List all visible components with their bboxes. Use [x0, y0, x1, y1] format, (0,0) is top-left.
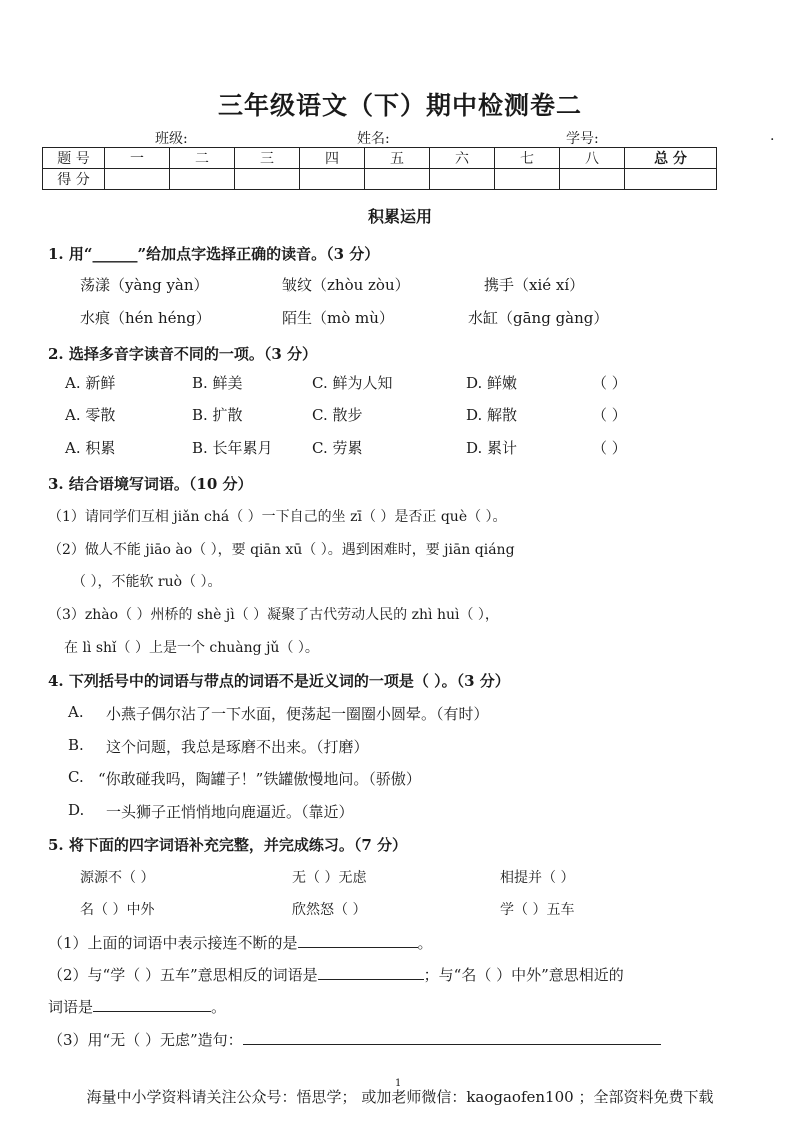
score-input-cell[interactable] [365, 169, 430, 190]
table-cell-total: 总 分 [625, 148, 717, 169]
q2-option: B. 长年累月 [192, 439, 273, 457]
id-label: 学号: [566, 131, 599, 147]
q5-word[interactable]: 无（ ）无虑 [292, 870, 367, 886]
score-table-header-row [43, 148, 717, 169]
score-input-cell[interactable] [560, 169, 625, 190]
q2-option: D. 累计 [466, 439, 518, 457]
q5-sub3-text: （3）用“无（ ）无虑”造句： [48, 1031, 243, 1049]
section-title: 积累运用 [367, 207, 432, 226]
score-input-cell[interactable] [235, 169, 300, 190]
q2-answer-blank[interactable]: （ ） [592, 439, 627, 457]
name-label: 姓名: [357, 131, 390, 147]
q3-line[interactable]: 在 lì shǐ（ ）上是一个 chuàng jǔ（ ）。 [64, 640, 319, 656]
q1-item: 陌生（mò mù） [282, 309, 394, 327]
q4-option-text: 这个问题，我总是琢磨不出来。（打磨） [106, 738, 369, 756]
q5-sub2-end: 。 [211, 998, 227, 1016]
q5-sub2a-text: （2）与“学（ ）五车”意思相反的词语是 [48, 966, 318, 984]
answer-line[interactable] [298, 932, 418, 948]
q5-sub1 [48, 932, 433, 953]
q4-option-letter: C. [68, 768, 84, 786]
score-input-cell[interactable] [170, 169, 235, 190]
table-cell: 四 [300, 148, 365, 169]
q1-item: 皱纹（zhòu zòu） [282, 276, 410, 294]
q2-option: A. 新鲜 [65, 374, 116, 392]
q4-option-text: 小燕子偶尔沾了一下水面，便荡起一圈圈小圆晕。（有时） [106, 705, 489, 723]
page-title: 三年级语文（下）期中检测卷二 [217, 91, 582, 120]
q2-option: B. 鲜美 [192, 374, 243, 392]
table-cell: 八 [560, 148, 625, 169]
footer-text: 海量中小学资料请关注公众号：悟思学； 或加老师微信：kaogaofen100 ；全部资料免费下载 [86, 1088, 714, 1106]
q3-line[interactable]: （1）请同学们互相 jiǎn chá（ ）一下自己的坐 zī（ ）是否正 què（ ）。 [48, 509, 507, 525]
q2-option: C. 散步 [312, 406, 363, 424]
page-number: 1 [395, 1078, 402, 1089]
q5-word[interactable]: 相提并（ ） [500, 870, 575, 886]
table-cell: 三 [235, 148, 300, 169]
table-cell: 二 [170, 148, 235, 169]
q4-option-text: “你敢碰我吗，陶罐子！”铁罐傲慢地问。（骄傲） [98, 770, 421, 788]
q1-item: 水痕（hén héng） [80, 309, 211, 327]
score-input-cell[interactable] [430, 169, 495, 190]
score-input-cell[interactable] [625, 169, 717, 190]
q5-word[interactable]: 学（ ）五车 [500, 902, 575, 918]
q2-option: A. 零散 [65, 406, 116, 424]
q3-line[interactable]: （2）做人不能 jiāo ào（ ），要 qiān xū（ ）。遇到困难时，要 jiān qiáng [48, 542, 515, 558]
q1-item: 荡漾（yàng yàn） [80, 276, 209, 294]
q2-option: D. 解散 [466, 406, 518, 424]
q4-heading: 4. 下列括号中的词语与带点的词语不是近义词的一项是（ ）。（3 分） [48, 672, 510, 690]
q2-option: B. 扩散 [192, 406, 243, 424]
table-cell: 六 [430, 148, 495, 169]
q2-answer-blank[interactable]: （ ） [592, 406, 627, 424]
q4-option-letter: A. [68, 703, 84, 721]
q2-answer-blank[interactable]: （ ） [592, 374, 627, 392]
q5-word[interactable]: 源源不（ ） [80, 870, 155, 886]
table-cell: 五 [365, 148, 430, 169]
q5-sub2b-text: ；与“名（ ）中外”意思相近的 [423, 966, 624, 984]
q1-item: 携手（xié xí） [484, 276, 585, 294]
score-input-cell[interactable] [495, 169, 560, 190]
q5-sub1-text: （1）上面的词语中表示接连不断的是 [48, 934, 298, 952]
q5-sub2c-text: 词语是 [48, 998, 94, 1016]
q5-heading: 5. 将下面的四字词语补充完整，并完成练习。（7 分） [48, 836, 408, 854]
q3-line[interactable]: （3）zhào（ ）州桥的 shè jì（ ）凝聚了古代劳动人民的 zhì huì（ ）， [48, 607, 499, 623]
q5-sub2 [48, 964, 624, 985]
q4-option-text: 一头狮子正悄悄地向鹿逼近。（靠近） [106, 803, 354, 821]
q1-item: 水缸（gāng gàng） [468, 309, 609, 327]
score-input-cell[interactable] [300, 169, 365, 190]
table-cell: 七 [495, 148, 560, 169]
score-table-score-row [43, 169, 717, 190]
table-cell: 题 号 [43, 148, 105, 169]
class-label: 班级: [155, 131, 188, 147]
q5-sub2-cont [48, 996, 226, 1017]
mark-dot: . [770, 128, 775, 144]
score-table [42, 147, 717, 190]
table-cell: 得 分 [43, 169, 105, 190]
q3-line[interactable]: （ ），不能软 ruò（ ）。 [72, 574, 222, 590]
q1-heading: 1. 用“______”给加点字选择正确的读音。（3 分） [48, 245, 380, 263]
q3-heading: 3. 结合语境写词语。（10 分） [48, 475, 253, 493]
answer-line[interactable] [93, 996, 211, 1012]
q2-option: D. 鲜嫩 [466, 374, 518, 392]
table-cell: 一 [105, 148, 170, 169]
q2-heading: 2. 选择多音字读音不同的一项。（3 分） [48, 345, 318, 363]
q2-option: C. 劳累 [312, 439, 363, 457]
answer-line[interactable] [318, 964, 424, 980]
q5-word[interactable]: 名（ ）中外 [80, 902, 155, 918]
q5-sub1-end: 。 [417, 934, 433, 952]
q5-sub3 [48, 1029, 661, 1050]
score-input-cell[interactable] [105, 169, 170, 190]
q2-option: A. 积累 [65, 439, 116, 457]
q5-word[interactable]: 欣然怒（ ） [292, 902, 367, 918]
q4-option-letter: D. [68, 801, 85, 819]
q2-option: C. 鲜为人知 [312, 374, 393, 392]
q4-option-letter: B. [68, 736, 84, 754]
answer-line[interactable] [243, 1029, 661, 1045]
